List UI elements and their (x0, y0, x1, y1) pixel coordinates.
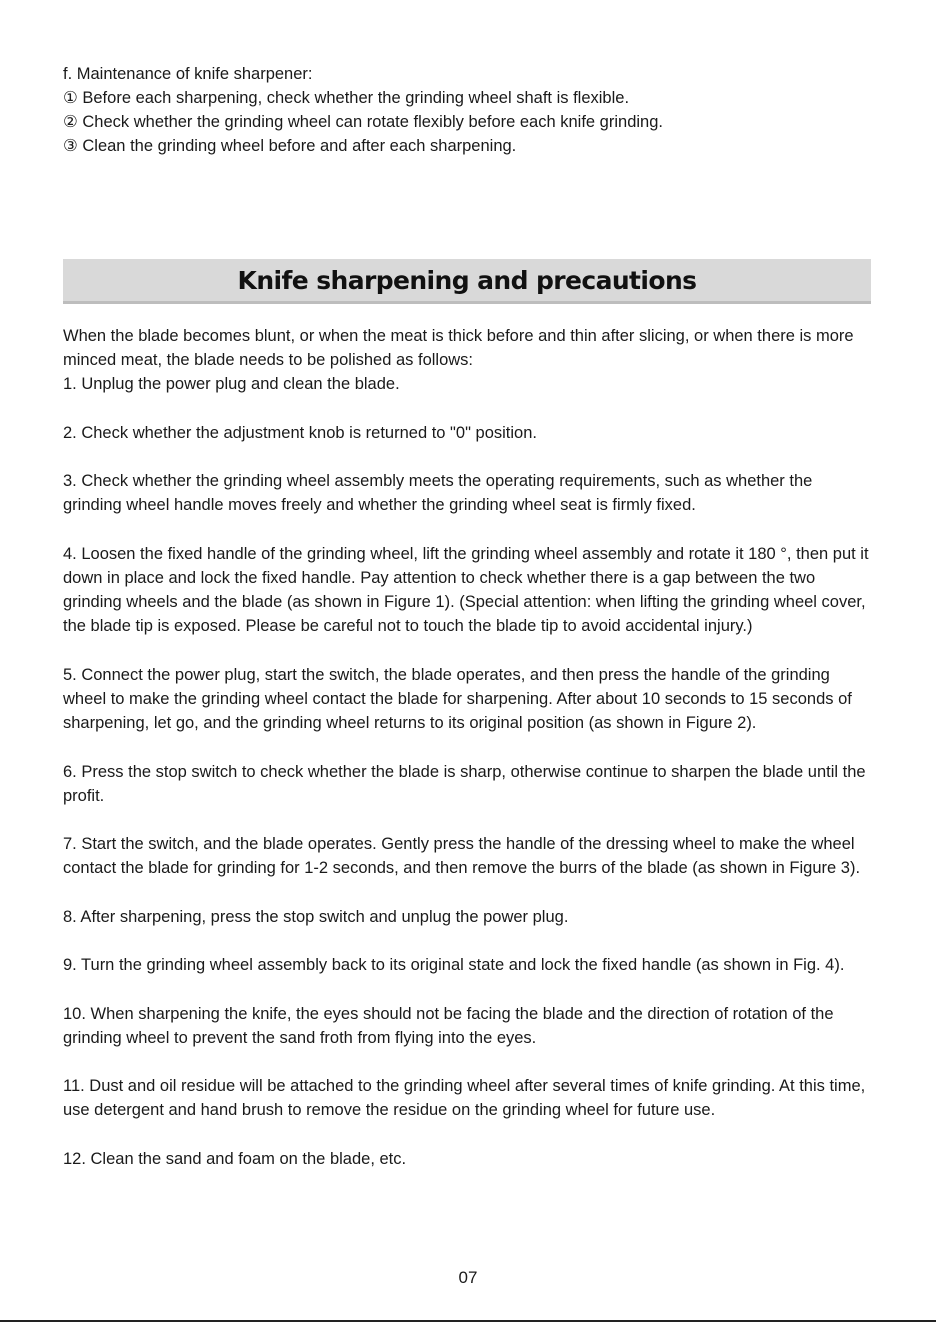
maintenance-item: ② Check whether the grinding wheel can rotate flexibly before each knife grinding. (63, 113, 663, 131)
maintenance-item: ③ Clean the grinding wheel before and after each sharpening. (63, 137, 517, 155)
bottom-divider (0, 1320, 936, 1322)
intro-paragraph: When the blade becomes blunt, or when the meat is thick before and thin after slicing, or when there is more minced meat, the blade needs to be polished as follows: (63, 327, 854, 370)
step-paragraph: 12. Clean the sand and foam on the blade, etc. (63, 1149, 407, 1168)
step-paragraph: 10. When sharpening the knife, the eyes should not be facing the blade and the direction of rotation of the grinding wheel to prevent the sand froth from flying into the eyes. (63, 1004, 834, 1047)
step-paragraph: 6. Press the stop switch to check whether the blade is sharp, otherwise continue to sharpen the blade until the profit. (63, 762, 866, 805)
step-paragraph: 8. After sharpening, press the stop switch and unplug the power plug. (63, 907, 569, 926)
step-paragraph: 11. Dust and oil residue will be attached to the grinding wheel after several times of knife grinding. At this time, use detergent and hand brush to remove the residue on the grinding wheel for future use. (63, 1077, 866, 1120)
page-number: 07 (458, 1268, 478, 1287)
step-paragraph: 3. Check whether the grinding wheel assembly meets the operating requirements, such as whether the grinding wheel handle moves freely and whether the grinding wheel seat is firmly fixed. (63, 472, 813, 515)
step-paragraph: 4. Loosen the fixed handle of the grinding wheel, lift the grinding wheel assembly and rotate it 180 °, then put it down in place and lock the fixed handle. Pay attention to check whether there is a gap between the two grinding wheels and the blade (as shown in Figure 1). (Special attention: when lifting the grinding wheel cover, the blade tip is exposed. Please be careful not to touch the blade tip to avoid accidental injury.) (63, 544, 869, 636)
instructions-body (63, 324, 875, 1171)
step-paragraph: 9. Turn the grinding wheel assembly back to its original state and lock the fixed handle (as shown in Fig. 4). (63, 956, 845, 975)
step-paragraph: 2. Check whether the adjustment knob is returned to "0" position. (63, 423, 537, 442)
maintenance-section (63, 62, 883, 158)
maintenance-heading: f. Maintenance of knife sharpener: (63, 65, 313, 83)
step-paragraph: 7. Start the switch, and the blade operates. Gently press the handle of the dressing wheel to make the wheel contact the blade for grinding for 1-2 seconds, and then remove the burrs of the blade (as shown in Figure 3). (63, 835, 861, 878)
maintenance-item: ① Before each sharpening, check whether the grinding wheel shaft is flexible. (63, 89, 630, 107)
step-paragraph: 1. Unplug the power plug and clean the blade. (63, 375, 400, 394)
section-header-bar (63, 259, 871, 304)
step-paragraph: 5. Connect the power plug, start the switch, the blade operates, and then press the handle of the grinding wheel to make the grinding wheel contact the blade for sharpening. After about 10 seconds to 15 seconds of sharpening, let go, and the grinding wheel returns to its original position (as shown in Figure 2). (63, 665, 852, 733)
section-title: Knife sharpening and precautions (237, 265, 697, 295)
